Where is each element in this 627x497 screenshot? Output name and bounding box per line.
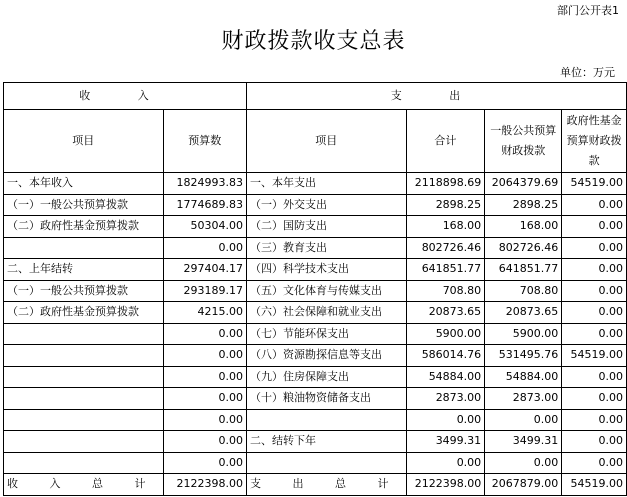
expense-item-header: 项目 (247, 110, 407, 173)
table-row (4, 237, 627, 259)
expense-total-cell: 3499.31 (406, 431, 485, 453)
expense-item-cell: （六）社会保障和就业支出 (247, 302, 407, 324)
fund-budget-cell: 0.00 (562, 194, 627, 216)
expense-item-cell: （二）国防支出 (247, 216, 407, 238)
column-header-row (4, 110, 627, 173)
expense-total-cell: 0.00 (406, 452, 485, 474)
income-item-cell (4, 388, 164, 410)
fund-budget-cell: 54519.00 (562, 345, 627, 367)
expense-item-cell: 一、本年支出 (247, 173, 407, 195)
expense-total-cell: 2118898.69 (406, 173, 485, 195)
total-row (4, 474, 627, 496)
expense-total-cell: 708.80 (406, 280, 485, 302)
total-expense-item-cell: 支 出 总 计 (247, 474, 407, 496)
table-row (4, 280, 627, 302)
fund-budget-cell: 0.00 (562, 431, 627, 453)
income-budget-cell: 0.00 (163, 452, 247, 474)
income-budget-cell: 0.00 (163, 323, 247, 345)
income-budget-cell: 1824993.83 (163, 173, 247, 195)
income-item-cell (4, 409, 164, 431)
general-budget-cell: 0.00 (485, 452, 562, 474)
income-item-header: 项目 (4, 110, 164, 173)
table-row (4, 366, 627, 388)
table-row (4, 259, 627, 281)
general-budget-cell: 641851.77 (485, 259, 562, 281)
total-income-item-cell: 收 入 总 计 (4, 474, 164, 496)
table-row (4, 452, 627, 474)
general-budget-cell: 20873.65 (485, 302, 562, 324)
expense-item-cell: （九）住房保障支出 (247, 366, 407, 388)
general-budget-cell: 0.00 (485, 409, 562, 431)
income-item-cell (4, 323, 164, 345)
general-budget-cell: 168.00 (485, 216, 562, 238)
income-group-header: 收 入 (4, 83, 247, 110)
income-item-cell: （一）一般公共预算拨款 (4, 194, 164, 216)
budget-summary-table (3, 82, 627, 496)
table-row (4, 388, 627, 410)
total-income-budget-cell: 2122398.00 (163, 474, 247, 496)
income-budget-header: 预算数 (163, 110, 247, 173)
expense-total-cell: 168.00 (406, 216, 485, 238)
total-fund-budget-cell: 54519.00 (562, 474, 627, 496)
income-budget-cell: 0.00 (163, 345, 247, 367)
total-expense-total-cell: 2122398.00 (406, 474, 485, 496)
income-budget-cell: 50304.00 (163, 216, 247, 238)
expense-total-cell: 2873.00 (406, 388, 485, 410)
expense-item-cell: （三）教育支出 (247, 237, 407, 259)
general-budget-cell: 531495.76 (485, 345, 562, 367)
fund-budget-cell: 0.00 (562, 302, 627, 324)
table-row (4, 194, 627, 216)
fund-budget-cell: 0.00 (562, 366, 627, 388)
total-general-budget-cell: 2067879.00 (485, 474, 562, 496)
expense-item-cell: （十）粮油物资储备支出 (247, 388, 407, 410)
fund-budget-cell: 0.00 (562, 259, 627, 281)
expense-item-cell (247, 409, 407, 431)
fund-budget-cell: 0.00 (562, 280, 627, 302)
income-item-cell (4, 452, 164, 474)
income-item-cell (4, 237, 164, 259)
expense-item-cell: （七）节能环保支出 (247, 323, 407, 345)
expense-total-header: 合计 (406, 110, 485, 173)
general-budget-header: 一般公共预算财政拨款 (485, 110, 562, 173)
income-budget-cell: 0.00 (163, 366, 247, 388)
income-budget-cell: 0.00 (163, 431, 247, 453)
expense-item-cell: 二、结转下年 (247, 431, 407, 453)
income-budget-cell: 0.00 (163, 409, 247, 431)
income-item-cell: 二、上年结转 (4, 259, 164, 281)
table-row (4, 345, 627, 367)
income-item-cell (4, 366, 164, 388)
expense-total-cell: 5900.00 (406, 323, 485, 345)
expense-total-cell: 0.00 (406, 409, 485, 431)
fund-budget-header: 政府性基金预算财政拨款 (562, 110, 627, 173)
table-row (4, 216, 627, 238)
fund-budget-cell: 0.00 (562, 452, 627, 474)
expense-total-cell: 2898.25 (406, 194, 485, 216)
table-row (4, 302, 627, 324)
general-budget-cell: 54884.00 (485, 366, 562, 388)
general-budget-cell: 2873.00 (485, 388, 562, 410)
income-item-cell (4, 431, 164, 453)
expense-total-cell: 54884.00 (406, 366, 485, 388)
general-budget-cell: 3499.31 (485, 431, 562, 453)
income-item-cell: （二）政府性基金预算拨款 (4, 302, 164, 324)
fund-budget-cell: 0.00 (562, 216, 627, 238)
general-budget-cell: 5900.00 (485, 323, 562, 345)
income-item-cell: （一）一般公共预算拨款 (4, 280, 164, 302)
group-header-row (4, 83, 627, 110)
general-budget-cell: 708.80 (485, 280, 562, 302)
general-budget-cell: 802726.46 (485, 237, 562, 259)
table-row (4, 431, 627, 453)
table-number-label: 部门公开表1 (557, 4, 619, 17)
page-title: 财政拨款收支总表 (221, 29, 406, 54)
expense-total-cell: 586014.76 (406, 345, 485, 367)
expense-total-cell: 641851.77 (406, 259, 485, 281)
expense-item-cell: （五）文化体育与传媒支出 (247, 280, 407, 302)
income-item-cell: 一、本年收入 (4, 173, 164, 195)
income-budget-cell: 297404.17 (163, 259, 247, 281)
table-row (4, 409, 627, 431)
general-budget-cell: 2898.25 (485, 194, 562, 216)
income-budget-cell: 0.00 (163, 237, 247, 259)
fund-budget-cell: 0.00 (562, 323, 627, 345)
expense-item-cell: （八）资源勘探信息等支出 (247, 345, 407, 367)
fund-budget-cell: 0.00 (562, 237, 627, 259)
expense-total-cell: 802726.46 (406, 237, 485, 259)
income-budget-cell: 293189.17 (163, 280, 247, 302)
income-budget-cell: 4215.00 (163, 302, 247, 324)
income-item-cell (4, 345, 164, 367)
general-budget-cell: 2064379.69 (485, 173, 562, 195)
income-budget-cell: 1774689.83 (163, 194, 247, 216)
fund-budget-cell: 54519.00 (562, 173, 627, 195)
unit-label: 单位：万元 (560, 66, 615, 79)
expense-item-cell: （四）科学技术支出 (247, 259, 407, 281)
fund-budget-cell: 0.00 (562, 388, 627, 410)
table-row (4, 323, 627, 345)
expense-item-cell: （一）外交支出 (247, 194, 407, 216)
fund-budget-cell: 0.00 (562, 409, 627, 431)
expense-group-header: 支 出 (247, 83, 627, 110)
expense-item-cell (247, 452, 407, 474)
expense-total-cell: 20873.65 (406, 302, 485, 324)
income-item-cell: （二）政府性基金预算拨款 (4, 216, 164, 238)
table-row (4, 173, 627, 195)
income-budget-cell: 0.00 (163, 388, 247, 410)
